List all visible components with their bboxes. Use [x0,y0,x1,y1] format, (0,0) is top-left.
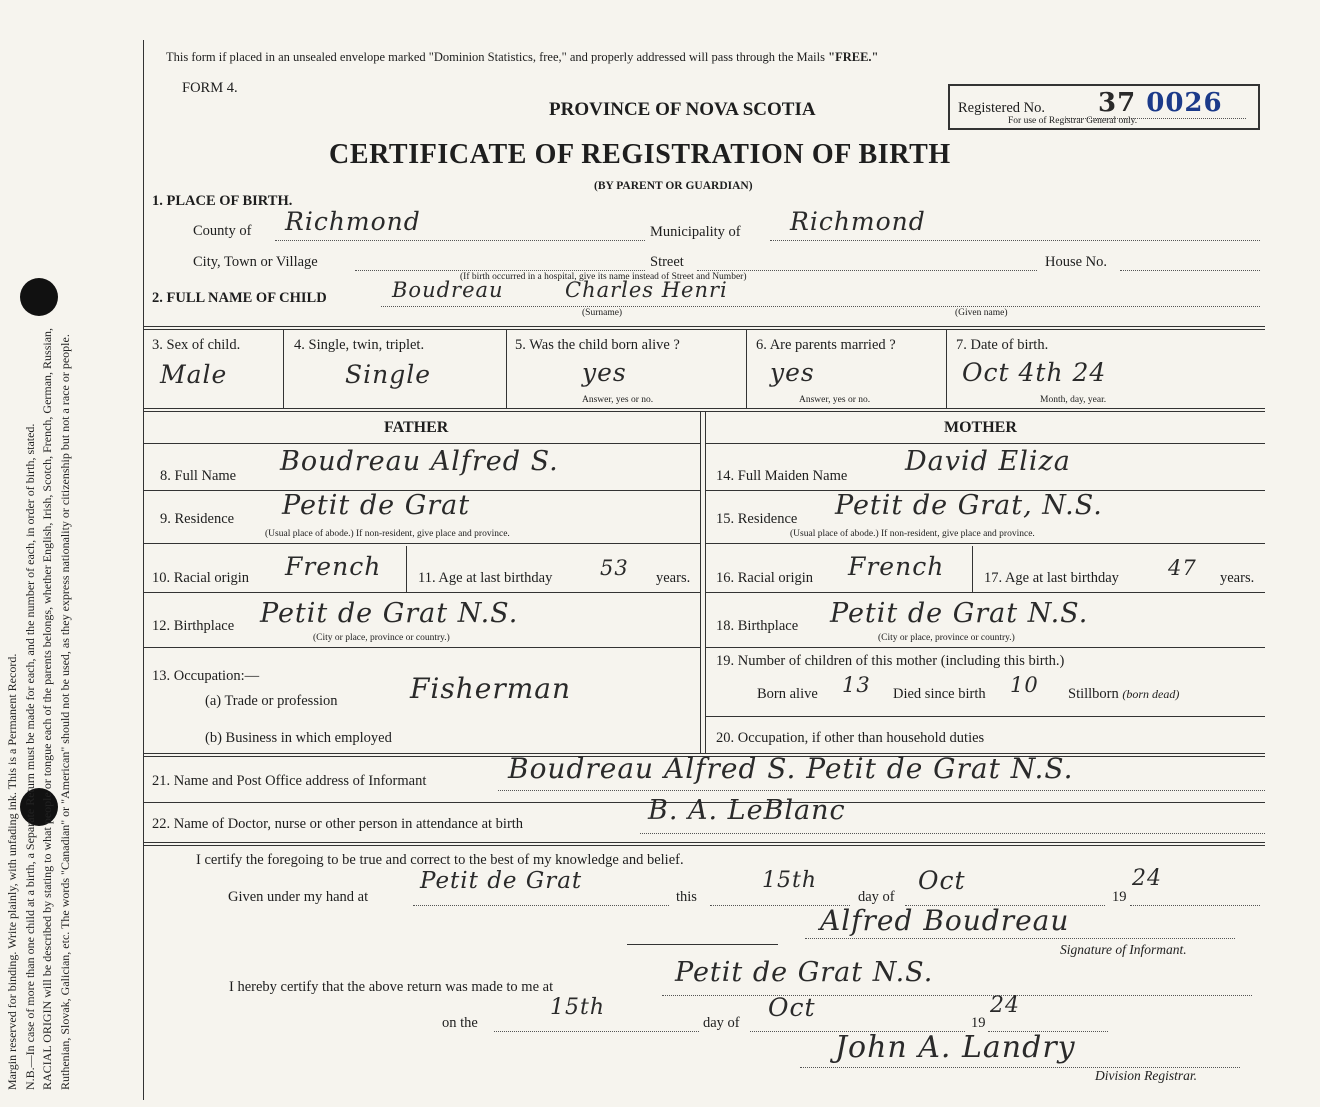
born-alive-label: Born alive [757,686,818,702]
mother-abode-caption: (Usual place of abode.) If non-resident, give place and province. [790,529,1035,539]
certification-statement: I certify the foregoing to be true and correct to the best of my knowledge and belief. [196,852,684,868]
parents-married-answer: yes [770,358,815,387]
county-value: Richmond [285,207,421,236]
informant-label: 21. Name and Post Office address of Informant [152,773,427,789]
postal-notice-free: "FREE." [828,50,879,64]
doctor-value: B. A. LeBlanc [648,795,846,826]
mother-occupation-label: 20. Occupation, if other than household duties [716,730,985,746]
given-year-prefix: 19 [1112,889,1127,905]
given-month-value: Oct [918,866,966,895]
father-heading: FATHER [384,419,449,436]
sex-value: Male [160,360,228,389]
city-label: City, Town or Village [193,254,318,270]
registrar-year-value: 24 [990,993,1020,1018]
registrar-year-prefix: 19 [971,1015,986,1031]
mother-racial-origin-value: French [848,552,945,581]
father-birthplace-value: Petit de Grat N.S. [260,598,519,629]
mother-residence-label: 15. Residence [716,511,798,527]
registrar-statement: I hereby certify that the above return was made to me at [229,979,554,995]
given-year-value: 24 [1132,866,1162,891]
doctor-label: 22. Name of Doctor, nurse or other person in attendance at birth [152,816,524,832]
child-surname: Boudreau [392,278,504,302]
hospital-note: (If birth occurred in a hospital, give its name instead of Street and Number) [460,272,747,282]
house-label: House No. [1045,254,1108,270]
registrar-signature-caption: Division Registrar. [1095,1068,1198,1083]
born-alive-question-label: 5. Was the child born alive ? [515,337,680,353]
margin-note-binding: Margin reserved for binding. Write plainly, with unfading ink. This is a Permanent Record. [5,653,19,1090]
multiple-birth-value: Single [345,360,432,389]
stillborn-label [1068,686,1179,703]
multiple-birth-label: 4. Single, twin, triplet. [294,337,425,353]
father-city-caption: (City or place, province or country.) [313,633,450,643]
mother-age-value: 47 [1168,556,1197,580]
given-at-place: Petit de Grat [420,868,583,894]
municipality-value: Richmond [790,207,926,236]
date-of-birth-label: 7. Date of birth. [956,337,1049,353]
father-age-value: 53 [600,556,629,580]
divider-parents [143,408,1265,412]
registrar-day-of-label: day of [703,1015,740,1031]
postal-notice-text: This form if placed in an unsealed envelope marked "Dominion Statistics, free," and properly addressed will pass through the Mails [166,50,829,64]
margin-notes [4,50,74,1090]
mother-city-caption: (City or place, province or country.) [878,633,1015,643]
father-occupation-label: 13. Occupation:— [152,668,260,684]
registered-number [1098,88,1223,118]
father-residence-value: Petit de Grat [282,490,471,521]
died-since-birth-label: Died since birth [893,686,986,702]
municipality-label: Municipality of [650,224,741,240]
place-of-birth-label: 1. PLACE OF BIRTH. [152,193,293,209]
document-subtitle: (BY PARENT OR GUARDIAN) [594,180,753,192]
given-day-value: 15th [762,868,818,893]
stillborn-caption: (born dead) [1122,687,1180,701]
document-title: CERTIFICATE OF REGISTRATION OF BIRTH [329,139,951,170]
mother-age-label: 17. Age at last birthday [984,570,1119,586]
registered-number-prefix: 37 [1098,88,1137,118]
street-label: Street [650,254,684,270]
mother-years-label: years. [1220,570,1255,586]
born-alive-caption: Answer, yes or no. [582,395,654,405]
parents-column-divider [700,411,701,754]
mother-residence-value: Petit de Grat, N.S. [835,490,1103,521]
registrar-note: For use of Registrar General only. [1008,116,1138,126]
father-racial-origin-value: French [285,552,382,581]
registered-number-suffix: 0026 [1146,88,1223,118]
registrar-month-value: Oct [768,993,816,1022]
died-since-birth-value: 10 [1010,673,1039,697]
given-name-caption: (Given name) [955,308,1008,318]
informant-signature-caption: Signature of Informant. [1060,942,1187,957]
county-label: County of [193,223,252,239]
stillborn-text: Stillborn [1068,686,1119,702]
parents-married-caption: Answer, yes or no. [799,395,871,405]
father-name-label: 8. Full Name [160,468,237,484]
mother-heading: MOTHER [944,419,1017,436]
date-of-birth-caption: Month, day, year. [1040,395,1107,405]
registrar-place: Petit de Grat N.S. [675,957,934,988]
child-name-label: 2. FULL NAME OF CHILD [152,290,327,306]
registrar-signature: John A. Landry [835,1030,1076,1065]
father-name-value: Boudreau Alfred S. [280,446,559,477]
divider-certification [143,842,1265,846]
parents-married-label: 6. Are parents married ? [756,337,896,353]
margin-note-multiple-births: N.B.—In case of more than one child at a birth, a Separate Return must be made for each, and the number of each, in order of birth, stated. [22,423,37,1090]
form-number: FORM 4. [182,80,238,96]
father-trade-value: Fisherman [410,672,572,705]
surname-caption: (Surname) [582,308,623,318]
given-at-label: Given under my hand at [228,889,369,905]
child-given-name: Charles Henri [565,278,728,302]
registered-label: Registered No. [958,100,1045,116]
born-alive-value: 13 [842,673,871,697]
province-heading: PROVINCE OF NOVA SCOTIA [549,99,816,120]
informant-signature: Alfred Boudreau [820,904,1070,937]
on-the-label: on the [442,1015,478,1031]
sex-label: 3. Sex of child. [152,337,241,353]
this-label: this [676,889,697,905]
mother-birthplace-label: 18. Birthplace [716,618,799,634]
father-birthplace-label: 12. Birthplace [152,618,235,634]
informant-value: Boudreau Alfred S. Petit de Grat N.S. [508,752,1074,785]
mother-name-value: David Eliza [905,446,1071,477]
margin-note-nationality: Ruthenian, Slovak, Galician, etc. The words "Canadian" or "American" should not be used, as they express nationality or citizenship but not a race or people. [57,334,72,1090]
father-age-label: 11. Age at last birthday [418,570,553,586]
father-business-label: (b) Business in which employed [205,730,392,746]
date-of-birth-value: Oct 4th 24 [962,358,1107,387]
margin-note-racial-origin: RACIAL ORIGIN will be described by stating to what people or tongue each of the parents belongs, whether English, Irish, Scotch, French, German, Russian, [40,327,55,1090]
father-abode-caption: (Usual place of abode.) If non-resident, give place and province. [265,529,510,539]
left-border [143,40,144,1100]
father-racial-origin-label: 10. Racial origin [152,570,250,586]
registrar-day-value: 15th [550,995,606,1020]
postal-notice [166,50,878,65]
father-residence-label: 9. Residence [160,511,235,527]
given-day-of-label: day of [858,889,895,905]
father-years-label: years. [656,570,691,586]
mother-children-label: 19. Number of children of this mother (including this birth.) [716,653,1065,669]
mother-name-label: 14. Full Maiden Name [716,468,848,484]
mother-racial-origin-label: 16. Racial origin [716,570,814,586]
father-trade-label: (a) Trade or profession [205,693,338,709]
divider-child-details [143,326,1265,330]
born-alive-answer: yes [582,358,627,387]
certification-separator [627,944,778,945]
mother-birthplace-value: Petit de Grat N.S. [830,598,1089,629]
